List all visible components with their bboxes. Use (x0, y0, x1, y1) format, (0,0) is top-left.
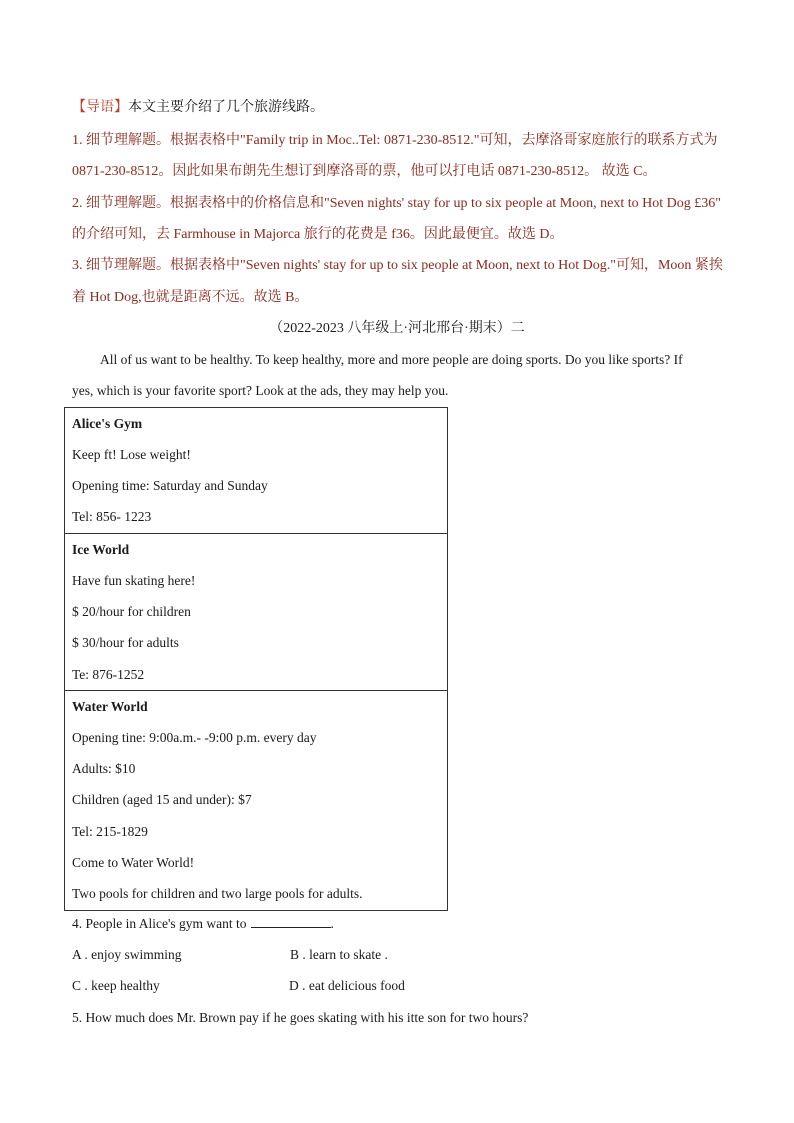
ad-cell (65, 408, 448, 534)
q1-analysis-line1: 1. 细节理解题。根据表格中"Family trip in Moc..Tel: 0871-230-8512."可知，去摩洛哥家庭旅行的联系方式为 (72, 133, 718, 148)
lead-line (72, 98, 324, 118)
q4-stem: 4. People in Alice's gym want to (72, 916, 247, 931)
ad-name: Water World (72, 698, 148, 714)
q4-option-c[interactable]: C . keep healthy (72, 978, 160, 993)
ad-line: Tel: 856- 1223 (72, 509, 152, 525)
ad-cell (65, 691, 448, 911)
section-title: （2022-2023 八年级上·河北邢台·期末）二 (269, 321, 525, 336)
ad-line: Tel: 215-1829 (72, 823, 148, 839)
ad-line: Keep ft! Lose weight! (72, 446, 191, 462)
q4-stem-line (72, 914, 334, 934)
q1-analysis-line2: 0871-230-8512。因此如果布朗先生想订到摩洛哥的票，他可以打电话 0871-230-8512。 故选 C。 (72, 164, 657, 179)
q4-option-b[interactable]: B . learn to skate . (290, 947, 388, 962)
answer-blank[interactable] (251, 915, 331, 928)
q2-analysis-line1: 2. 细节理解题。根据表格中的价格信息和"Seven nights' stay for up to six people at Moon, next to Hot Dog £36" (72, 196, 721, 211)
ad-line: Opening tine: 9:00a.m.- -9:00 p.m. every day (72, 729, 317, 745)
ad-line: $ 20/hour for children (72, 603, 191, 619)
ad-line: Children (aged 15 and under): $7 (72, 792, 252, 808)
ad-name: Ice World (72, 541, 130, 557)
ad-row-alices-gym (65, 408, 448, 534)
ad-line: Opening time: Saturday and Sunday (72, 477, 268, 493)
ads-table (64, 407, 448, 911)
q4-option-d[interactable]: D . eat delicious food (289, 978, 405, 993)
q5-stem: 5. How much does Mr. Brown pay if he goes skating with his itte son for two hours? (72, 1010, 529, 1025)
q4-stem-end: . (330, 916, 334, 931)
ad-line: Have fun skating here! (72, 572, 196, 588)
ad-cell (65, 534, 448, 691)
ad-name: Alice's Gym (72, 415, 143, 431)
q2-analysis-line2: 的介绍可知，去 Farmhouse in Majorca 旅行的花费是 f36。因此最便宜。故选 D。 (72, 227, 564, 242)
ad-line: Two pools for children and two large pools for adults. (72, 886, 363, 902)
lead-label: 【导语】 (72, 100, 128, 115)
q3-analysis-line2: 着 Hot Dog,也就是距离不远。故选 B。 (72, 290, 309, 305)
q4-option-a[interactable]: A . enjoy swimming (72, 947, 182, 962)
q3-analysis-line1: 3. 细节理解题。根据表格中"Seven nights' stay for up to six people at Moon, next to Hot Dog."可知，Moon 紧挨 (72, 258, 723, 273)
lead-text: 本文主要介绍了几个旅游线路。 (128, 100, 324, 115)
ad-line: Come to Water World! (72, 855, 195, 871)
ad-line: $ 30/hour for adults (72, 635, 179, 651)
ad-line: Adults: $10 (72, 761, 136, 777)
ad-line: Te: 876-1252 (72, 666, 145, 682)
intro-line1: All of us want to be healthy. To keep healthy, more and more people are doing sports. Do you like sports? If (100, 352, 683, 367)
ad-row-ice-world (65, 534, 448, 691)
intro-line2: yes, which is your favorite sport? Look at the ads, they may help you. (72, 383, 449, 398)
ad-row-water-world (65, 691, 448, 911)
